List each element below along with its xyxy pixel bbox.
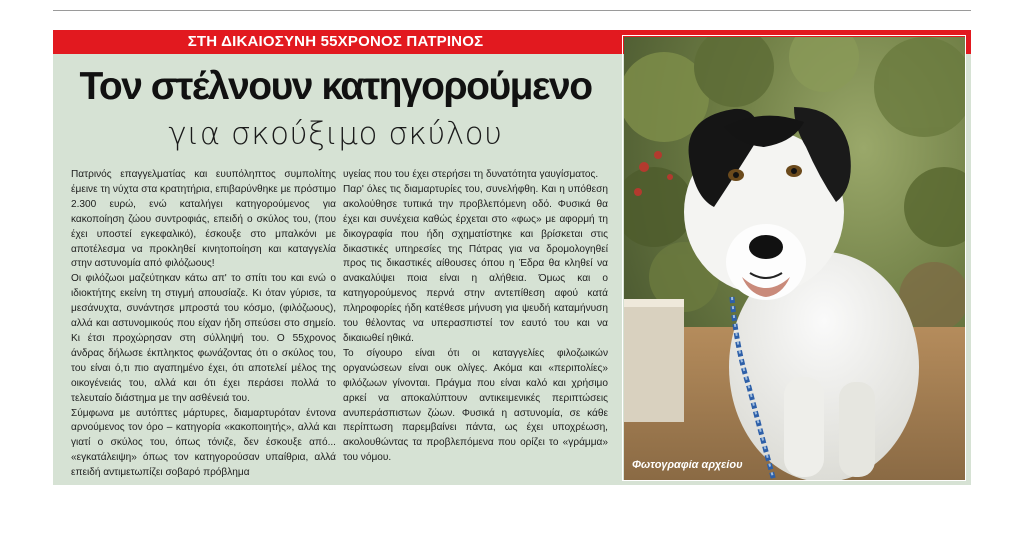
subheadline: για σκούξιμο σκύλου	[168, 116, 503, 152]
article-column-2	[343, 168, 608, 466]
paragraph: υγείας που του έχει στερήσει τη δυνατότητα γαυγίσματος.	[343, 169, 599, 180]
headline: Τον στέλνουν κατηγορούμενο	[79, 65, 592, 108]
paragraph: Πατρινός επαγγελματίας και ευυπόληπτος συμπολίτης έμεινε τη νύχτα στα κρατητήρια, επιβαρύνθηκε με πρόστιμο 2.300 ευρώ, ενώ καταλήγει κατηγορούμενος για κακοποίηση ζώου συντροφιάς, επειδή ο σκύλος του, (που έχει υποστεί εγκεφαλικό), έσκουξε στο μπαλκόνι με αποτέλεσμα να προκληθεί κινητοποίηση και καταγγελία στην αστυνομία από φιλόζωους!	[71, 169, 336, 270]
kicker-label: ΣΤΗ ΔΙΚΑΙΟΣΥΝΗ 55ΧΡΟΝΟΣ ΠΑΤΡΙΝΟΣ	[187, 33, 484, 50]
paragraph: Το σίγουρο είναι ότι οι καταγγελίες φιλοζωικών οργανώσεων είναι ουκ ολίγες. Ακόμα και «περιπολίες» φιλόζωων γίνονται. Πράγμα που είναι καλό και χρήσιμο αρκεί να αποκαλύπτουν αντικειμενικές περιπτώσεις ανυπεράσπιστων ζώων. Φυσικά η αστυνομία, σε κάθε περίπτωση παρεμβαίνει πάντα, ως έχει υποχρέωση, ακολουθώντας τα προβλεπόμενα που ορίζει το «γράμμα» του νόμου.	[343, 347, 608, 464]
paragraph: Σύμφωνα με αυτόπτες μάρτυρες, διαμαρτυρόταν έντονα αρνούμενος τον όρο – κατηγορία «κακοποιητής», αλλά και γιατί ο σκύλος του, όπως τόνιζε, δεν έσκουξε από... «εγκατάλειψη» όπως τον κατηγορούσαν υπαίθρια, αλλά επειδή αντιμετωπίζει σοβαρό πρόβλημα	[71, 407, 336, 479]
top-rule	[53, 10, 971, 11]
paragraph: Παρ' όλες τις διαμαρτυρίες του, συνελήφθη. Και η υπόθεση ακολούθησε τυπικά την προβλεπόμενη οδό. Φυσικά θα έχει και συνέχεια καθώς έρχεται στο «φως» με αφορμή τη δικογραφία που ήδη σχηματίστηκε και βρίσκεται στις δικαστικές υπηρεσίες της Πάτρας για να δρομολογηθεί προς τις δικαστικές αίθουσες όπου η Έδρα θα κληθεί να ανακαλύψει ποια είναι η αλήθεια. Όμως και ο κατηγορούμενος περνά στην αντεπίθεση αφού κατά πληροφορίες ήδη κατέθεσε μήνυση για ψευδή καταμήνυση του θέλοντας να υπερασπιστεί τον εαυτό του και να δικαιωθεί ηθικά.	[343, 183, 608, 344]
paragraph: Οι φιλόζωοι μαζεύτηκαν κάτω απ' το σπίτι του και ενώ ο ιδιοκτήτης εκείνη τη στιγμή απουσίαζε. Κι όταν γύρισε, τα μεσάνυχτα, συνάντησε μπροστά του κόσμο, (φιλόζωους), αλλά και αστυνομικούς που είχαν ήδη σπεύσει στο σημείο. Κι έτσι προχώρησαν στη σύλληψή του. Ο 55χρονος άνδρας δήλωσε έκπληκτος φωνάζοντας ότι ο σκύλος του, του είναι ό,τι πιο αγαπημένο έχει, ότι αποτελεί μέλος της οικογένειάς του, αλλά και ότι έχει περάσει πολλά το τελευταίο διάστημα με την ασθένειά του.	[71, 273, 336, 404]
photo-caption: Φωτογραφία αρχείου	[632, 459, 743, 471]
article-column-1	[71, 168, 336, 481]
dog-photo	[624, 37, 966, 481]
